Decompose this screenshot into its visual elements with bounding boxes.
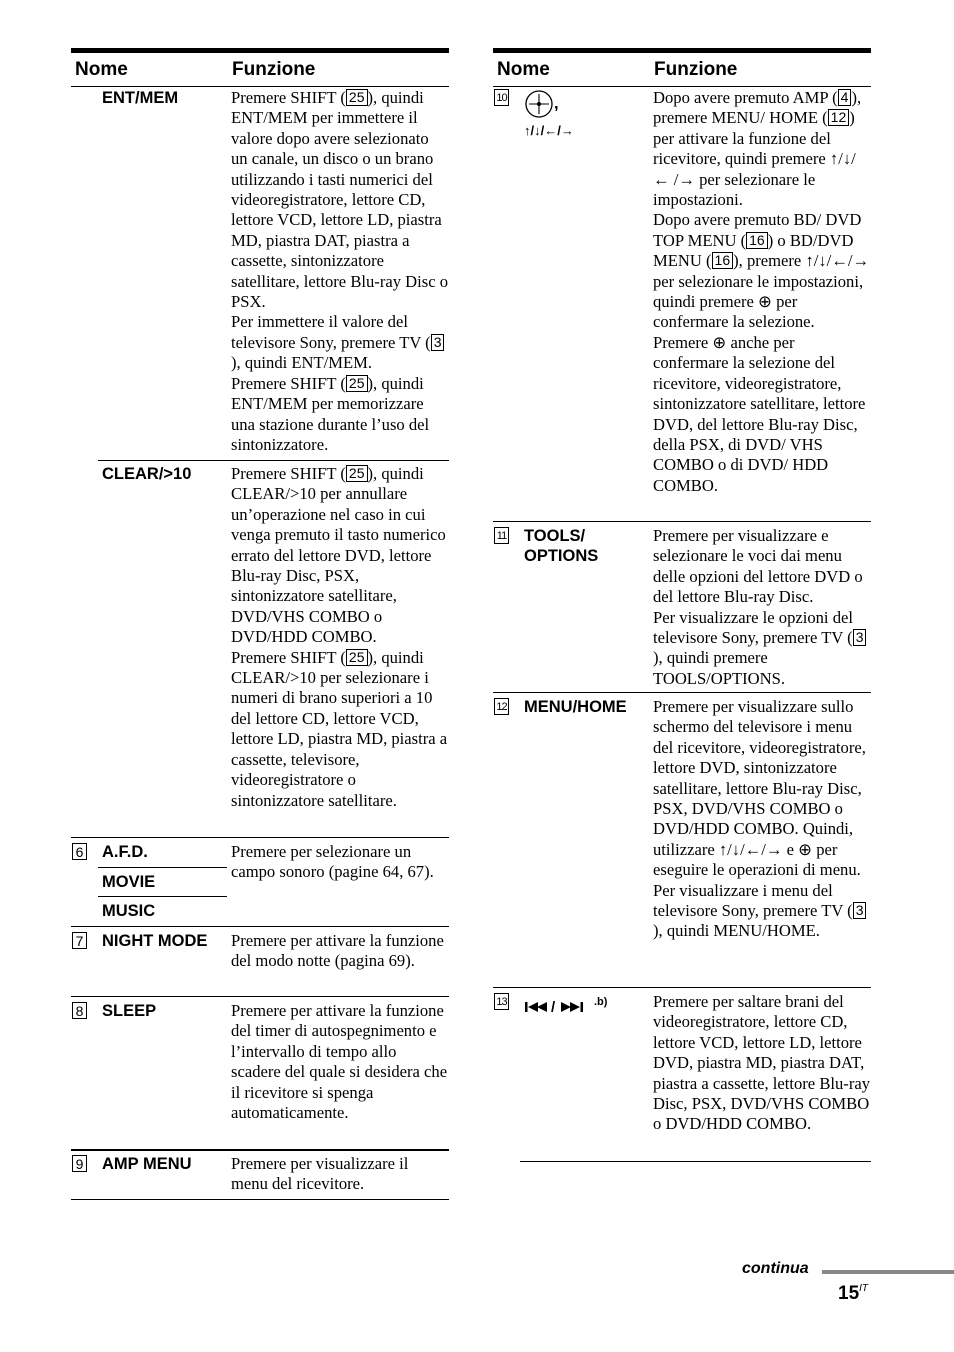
func-para: Premere per selezionare un campo sonoro (pagine 64, 67). (231, 842, 434, 882)
callout-number: 13 (494, 993, 509, 1010)
func-para: Per visualizzare i menu del televisore Sony, premere TV ( 3), quindi MENU/HOME. (653, 881, 871, 942)
row-function-afd (231, 842, 449, 883)
row-function-sleep (231, 1001, 449, 1123)
row-name-joystick (524, 89, 650, 141)
row-function-night-mode (231, 931, 449, 972)
row-function-tools-options (653, 526, 871, 689)
callout-number: 8 (72, 1002, 87, 1019)
func-para: Premere per visualizzare e selezionare le voci dai menu delle opzioni del lettore DVD o del lettore Blu-ray Disc. (653, 526, 863, 607)
header-name: Nome (497, 58, 550, 80)
row-name-amp-menu: AMP MENU (102, 1155, 192, 1173)
row-name-afd: A.F.D. (102, 843, 148, 861)
continued-label: continua (742, 1260, 809, 1277)
callout-number-ref: 3 (853, 629, 867, 646)
row-subdivider (98, 896, 227, 897)
row-name-ent-mem: ENT/MEM (102, 89, 179, 107)
right-rows (493, 87, 871, 1167)
row-function-ent-mem (231, 88, 449, 455)
row-divider (493, 987, 871, 988)
callout-number-ref: 25 (346, 89, 368, 106)
page-number (838, 1283, 868, 1305)
row-name-music: MUSIC (102, 902, 156, 920)
func-para: Premere SHIFT ( 25 ), quindi CLEAR/>10 per annullare un’operazione nel caso in cui venga premuto il tasto numerico errato del lettore DVD, lettore Blu-ray Disc, PSX, sintonizzatore satellitare, DVD/VHS COMBO o DVD/HDD COMBO. (231, 464, 446, 647)
callout-number: 7 (72, 932, 87, 949)
header-function: Funzione (232, 58, 316, 80)
callout-number-ref: 12 (828, 109, 850, 126)
callout-number-ref: 25 (346, 465, 368, 482)
row-divider (71, 837, 449, 838)
row-divider (493, 692, 871, 693)
row-function-menu-home (653, 697, 871, 942)
callout-number-ref: 16 (746, 232, 768, 249)
page-language: IT (859, 1283, 869, 1294)
table-header (71, 53, 449, 87)
row-function-joystick (653, 88, 871, 496)
row-function-clear (231, 464, 449, 811)
func-para: Premere per visualizzare sullo schermo del televisore i menu del ricevitore, videoregistratore, lettore DVD, sintonizzatore satellitare, lettore Blu-ray Disc, PSX, DVD/VHS COMBO o DVD/HDD COMBO. Quindi, utilizzare ↑/↓/←/→ e ⊕ per eseguire le operazioni di menu. (653, 697, 866, 880)
func-para: Premere SHIFT ( 25 ), quindi CLEAR/>10 per selezionare i numeri di brano superiori a 10 del lettore CD, lettore VCD, lettore LD, piastra MD, piastra a cassette, televisore, videoregistratore o sintonizzatore satellitare. (231, 647, 448, 810)
callout-number-ref: 3 (431, 334, 445, 351)
callout-number: 6 (72, 843, 87, 860)
row-name-sleep: SLEEP (102, 1002, 157, 1020)
callout-number-ref: 25 (346, 375, 368, 392)
func-para: Premere per saltare brani del videoregistratore, lettore CD, lettore VCD, lettore LD, lettore DVD, piastra MD, piastra DAT, piastra a cassette, lettore Blu-ray Disc, PSX, DVD/VHS COMBO o DVD/HDD COMBO. (653, 992, 871, 1134)
row-name-night-mode: NIGHT MODE (102, 932, 208, 950)
name-comma: , (554, 94, 559, 113)
row-divider (71, 1199, 449, 1200)
row-divider (71, 1149, 449, 1151)
row-divider (520, 1161, 871, 1162)
callout-number: 11 (494, 527, 509, 544)
row-name-skip (524, 992, 650, 1017)
callout-number: 10 (494, 89, 509, 106)
header-function: Funzione (654, 58, 738, 80)
header-name: Nome (75, 58, 128, 80)
skip-prev-next-icon (524, 998, 594, 1016)
page-number-value: 15 (838, 1283, 860, 1304)
callout-number: 9 (72, 1155, 87, 1172)
func-para: Dopo avere premuto BD/ DVD TOP MENU ( 16 ) o BD/DVD MENU ( 16 ), premere ↑/↓/←/→ per selezionare le impostazioni, quindi premere ⊕ per confermare la selezione. (653, 210, 870, 332)
row-function-amp-menu (231, 1154, 449, 1195)
row-divider (493, 521, 871, 522)
row-name-menu-home: MENU/HOME (524, 698, 627, 716)
func-para: Per immettere il valore del televisore Sony, premere TV ( 3), quindi ENT/MEM. (231, 312, 449, 373)
left-table (71, 48, 449, 1198)
footnote-marker: .b) (594, 996, 608, 1008)
func-para: Premere SHIFT ( 25 ), quindi ENT/MEM per memorizzare una stazione durante l’uso del sintonizzatore. (231, 373, 430, 454)
func-para: Premere ⊕ anche per confermare la selezione del ricevitore, videoregistratore, sintonizzatore satellitare, lettore DVD, del lettore Blu-ray Disc, della PSX, di DVD/ VHS COMBO o di DVD/ HDD COMBO. (653, 332, 866, 495)
row-divider (71, 926, 449, 927)
table-header (493, 53, 871, 87)
callout-number-ref: 4 (838, 89, 852, 106)
right-table (493, 48, 871, 1167)
func-para: Premere per attivare la funzione del modo notte (pagina 69). (231, 931, 444, 971)
callout-number-ref: 25 (346, 649, 368, 666)
func-para: Premere per attivare la funzione del timer di autospegnimento e l’intervallo di tempo allo scadere del quale si desidera che il ricevitore si spenga automaticamente. (231, 1001, 448, 1123)
row-subdivider (98, 867, 227, 868)
row-name-movie: MOVIE (102, 873, 156, 891)
enter-joystick-icon (524, 89, 554, 119)
callout-number-ref: 3 (853, 902, 867, 919)
svg-text:/: / (551, 999, 556, 1017)
row-name-clear: CLEAR/>10 (102, 465, 192, 483)
callout-number: 12 (494, 698, 509, 715)
left-rows (71, 87, 449, 1198)
arrow-keys-label: ↑/↓/←/→ (524, 123, 574, 138)
func-para: Per visualizzare le opzioni del televisore Sony, premere TV ( 3), quindi premere TOOLS/OPTIONS. (653, 608, 871, 690)
func-para: Premere SHIFT ( 25 ), quindi ENT/MEM per immettere il valore dopo avere selezionato un canale, un disco o un brano utilizzando i tasti numerici del videoregistratore, lettore CD, lettore VCD, lettore LD, piastra MD, piastra DAT, piastra a cassette, sintonizzatore satellitare, lettore Blu-ray Disc o PSX. (231, 88, 449, 312)
continued-bar (822, 1270, 954, 1274)
callout-number-ref: 16 (712, 252, 734, 269)
func-para: Premere per visualizzare il menu del ricevitore. (231, 1154, 409, 1194)
row-name-tools-options: TOOLS/ OPTIONS (524, 527, 599, 565)
row-divider (71, 996, 449, 997)
row-function-skip (653, 992, 871, 1135)
row-divider (98, 460, 449, 461)
func-para: Dopo avere premuto AMP ( 4 ), premere MENU/ HOME ( 12 ) per attivare la funzione del ricevitore, quindi premere ↑/↓/← /→ per selezionare le impostazioni. (653, 88, 862, 210)
